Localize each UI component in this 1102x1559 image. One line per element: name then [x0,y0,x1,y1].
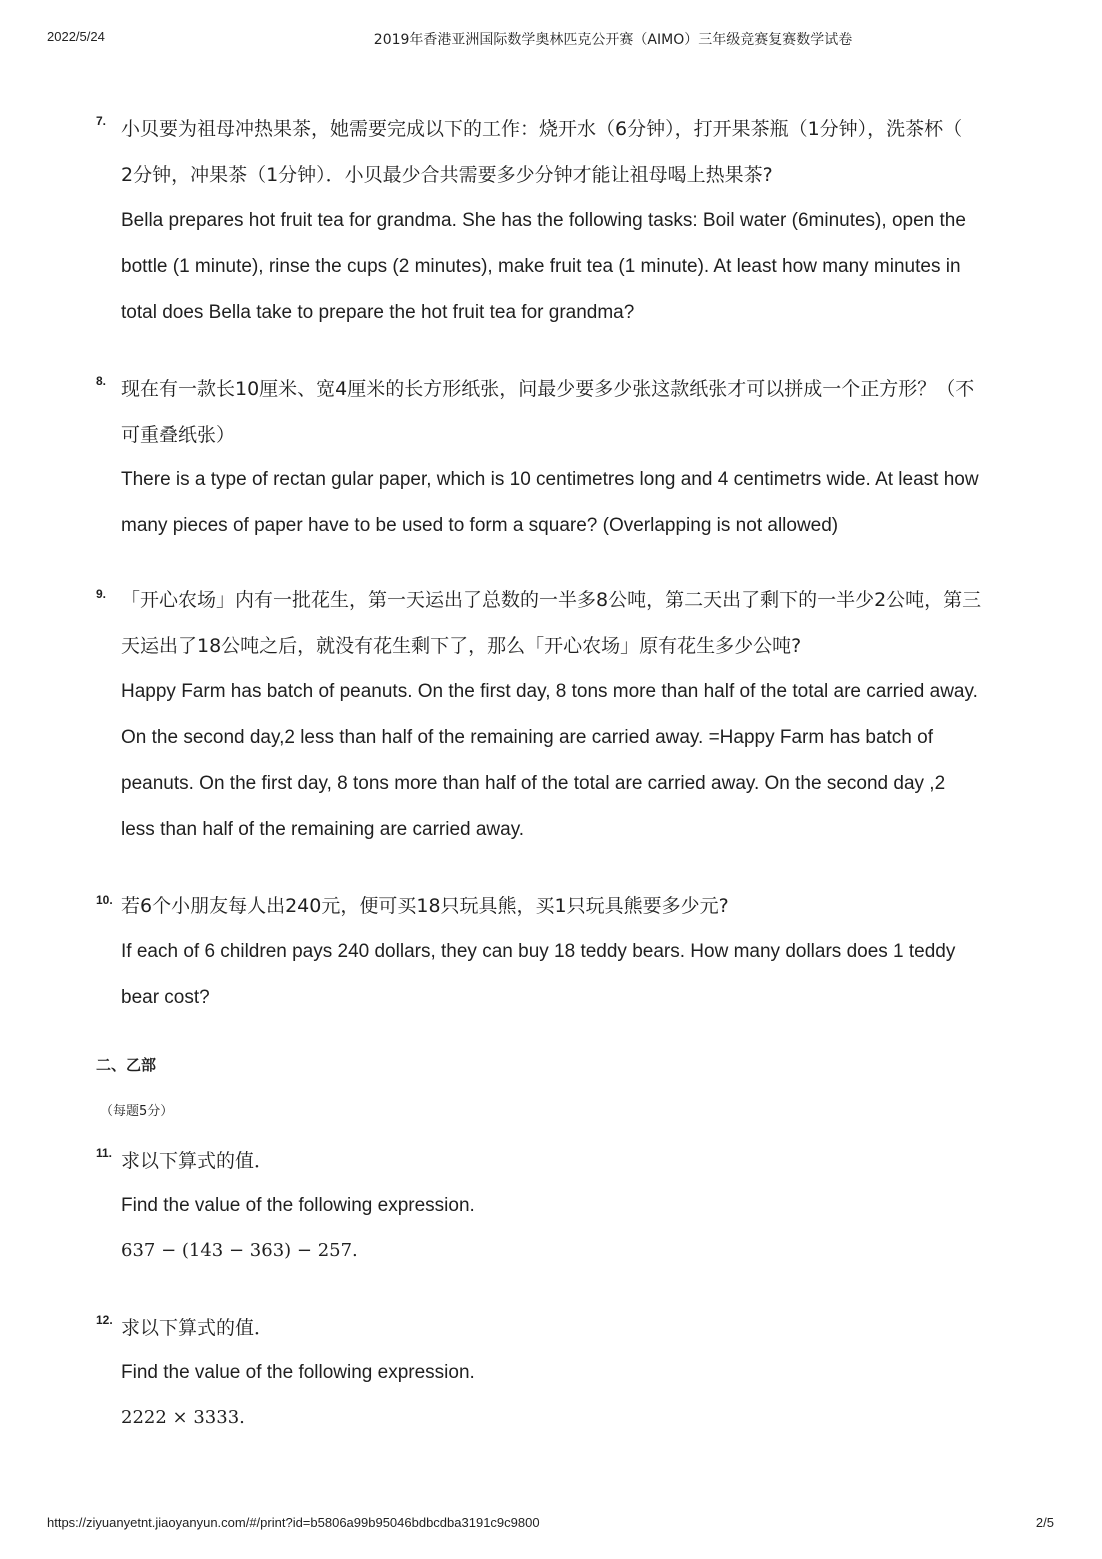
page-number: 2/5 [1035,1515,1054,1530]
footer-url: https://ziyuanyetnt.jiaoyanyun.com/#/print?id=b5806a99b95046bdbcdba3191c9c9800 [47,1515,540,1530]
question-text-zh: 现在有一款长10厘米、宽4厘米的长方形纸张，问最少要多少张这款纸张才可以拼成一个正方形？（不 [121,378,975,400]
question-text-en: bottle (1 minute), rinse the cups (2 minutes), make fruit tea (1 minute). At least how many minutes in [121,256,961,277]
question-text-zh: 若6个小朋友每人出240元，便可买18只玩具熊，买1只玩具熊要多少元? [121,895,729,917]
question-text-zh: 可重叠纸张） [121,424,236,446]
question-text-zh: 小贝要为祖母冲热果茶，她需要完成以下的工作：烧开水（6分钟），打开果茶瓶（1分钟），洗茶杯（ [121,118,963,140]
question-text-en: Bella prepares hot fruit tea for grandma. She has the following tasks: Boil water (6minutes), open the [121,210,966,231]
question-text-en: On the second day,2 less than half of the remaining are carried away. =Happy Farm has batch of [121,727,933,748]
question-number: 7. [96,114,107,128]
print-date: 2022/5/24 [47,29,105,44]
question-text-zh: 「开心农场」内有一批花生，第一天运出了总数的一半多8公吨，第二天出了剩下的一半少2公吨，第三 [121,589,982,611]
question-text-zh: 天运出了18公吨之后，就没有花生剩下了，那么「开心农场」原有花生多少公吨? [121,635,802,657]
question-text-zh: 2分钟，冲果茶（1分钟）．小贝最少合共需要多少分钟才能让祖母喝上热果茶? [121,164,773,186]
question-text-en: Find the value of the following expression. [121,1195,475,1216]
question-text-en: Find the value of the following expression. [121,1362,475,1383]
math-expression: 2222 × 3333. [121,1407,245,1428]
question-number: 12. [96,1313,113,1327]
question-text-zh: 求以下算式的值． [121,1317,274,1339]
question-number: 10. [96,893,113,907]
question-text-en: bear cost? [121,987,210,1008]
question-text-en: There is a type of rectan gular paper, which is 10 centimetres long and 4 centimetrs wide. At least how [121,469,979,490]
question-text-zh: 求以下算式的值． [121,1150,274,1172]
question-number: 11. [96,1146,113,1160]
question-text-en: peanuts. On the first day, 8 tons more than half of the total are carried away. On the second day ,2 [121,773,946,794]
section-heading: 二、乙部 [96,1056,157,1074]
question-text-en: If each of 6 children pays 240 dollars, they can buy 18 teddy bears. How many dollars does 1 teddy [121,941,956,962]
question-number: 9. [96,587,107,601]
document-title: 2019年香港亚洲国际数学奥林匹克公开赛（AIMO）三年级竞赛复赛数学试卷 [373,32,853,48]
section-points-note: （每题5分） [100,1104,174,1119]
question-number: 8. [96,374,107,388]
math-expression: 637 − (143 − 363) − 257. [121,1240,358,1261]
question-text-en: total does Bella take to prepare the hot fruit tea for grandma? [121,302,635,323]
question-text-en: Happy Farm has batch of peanuts. On the first day, 8 tons more than half of the total are carried away. [121,681,978,702]
question-text-en: many pieces of paper have to be used to form a square? (Overlapping is not allowed) [121,515,839,536]
question-text-en: less than half of the remaining are carried away. [121,819,525,840]
